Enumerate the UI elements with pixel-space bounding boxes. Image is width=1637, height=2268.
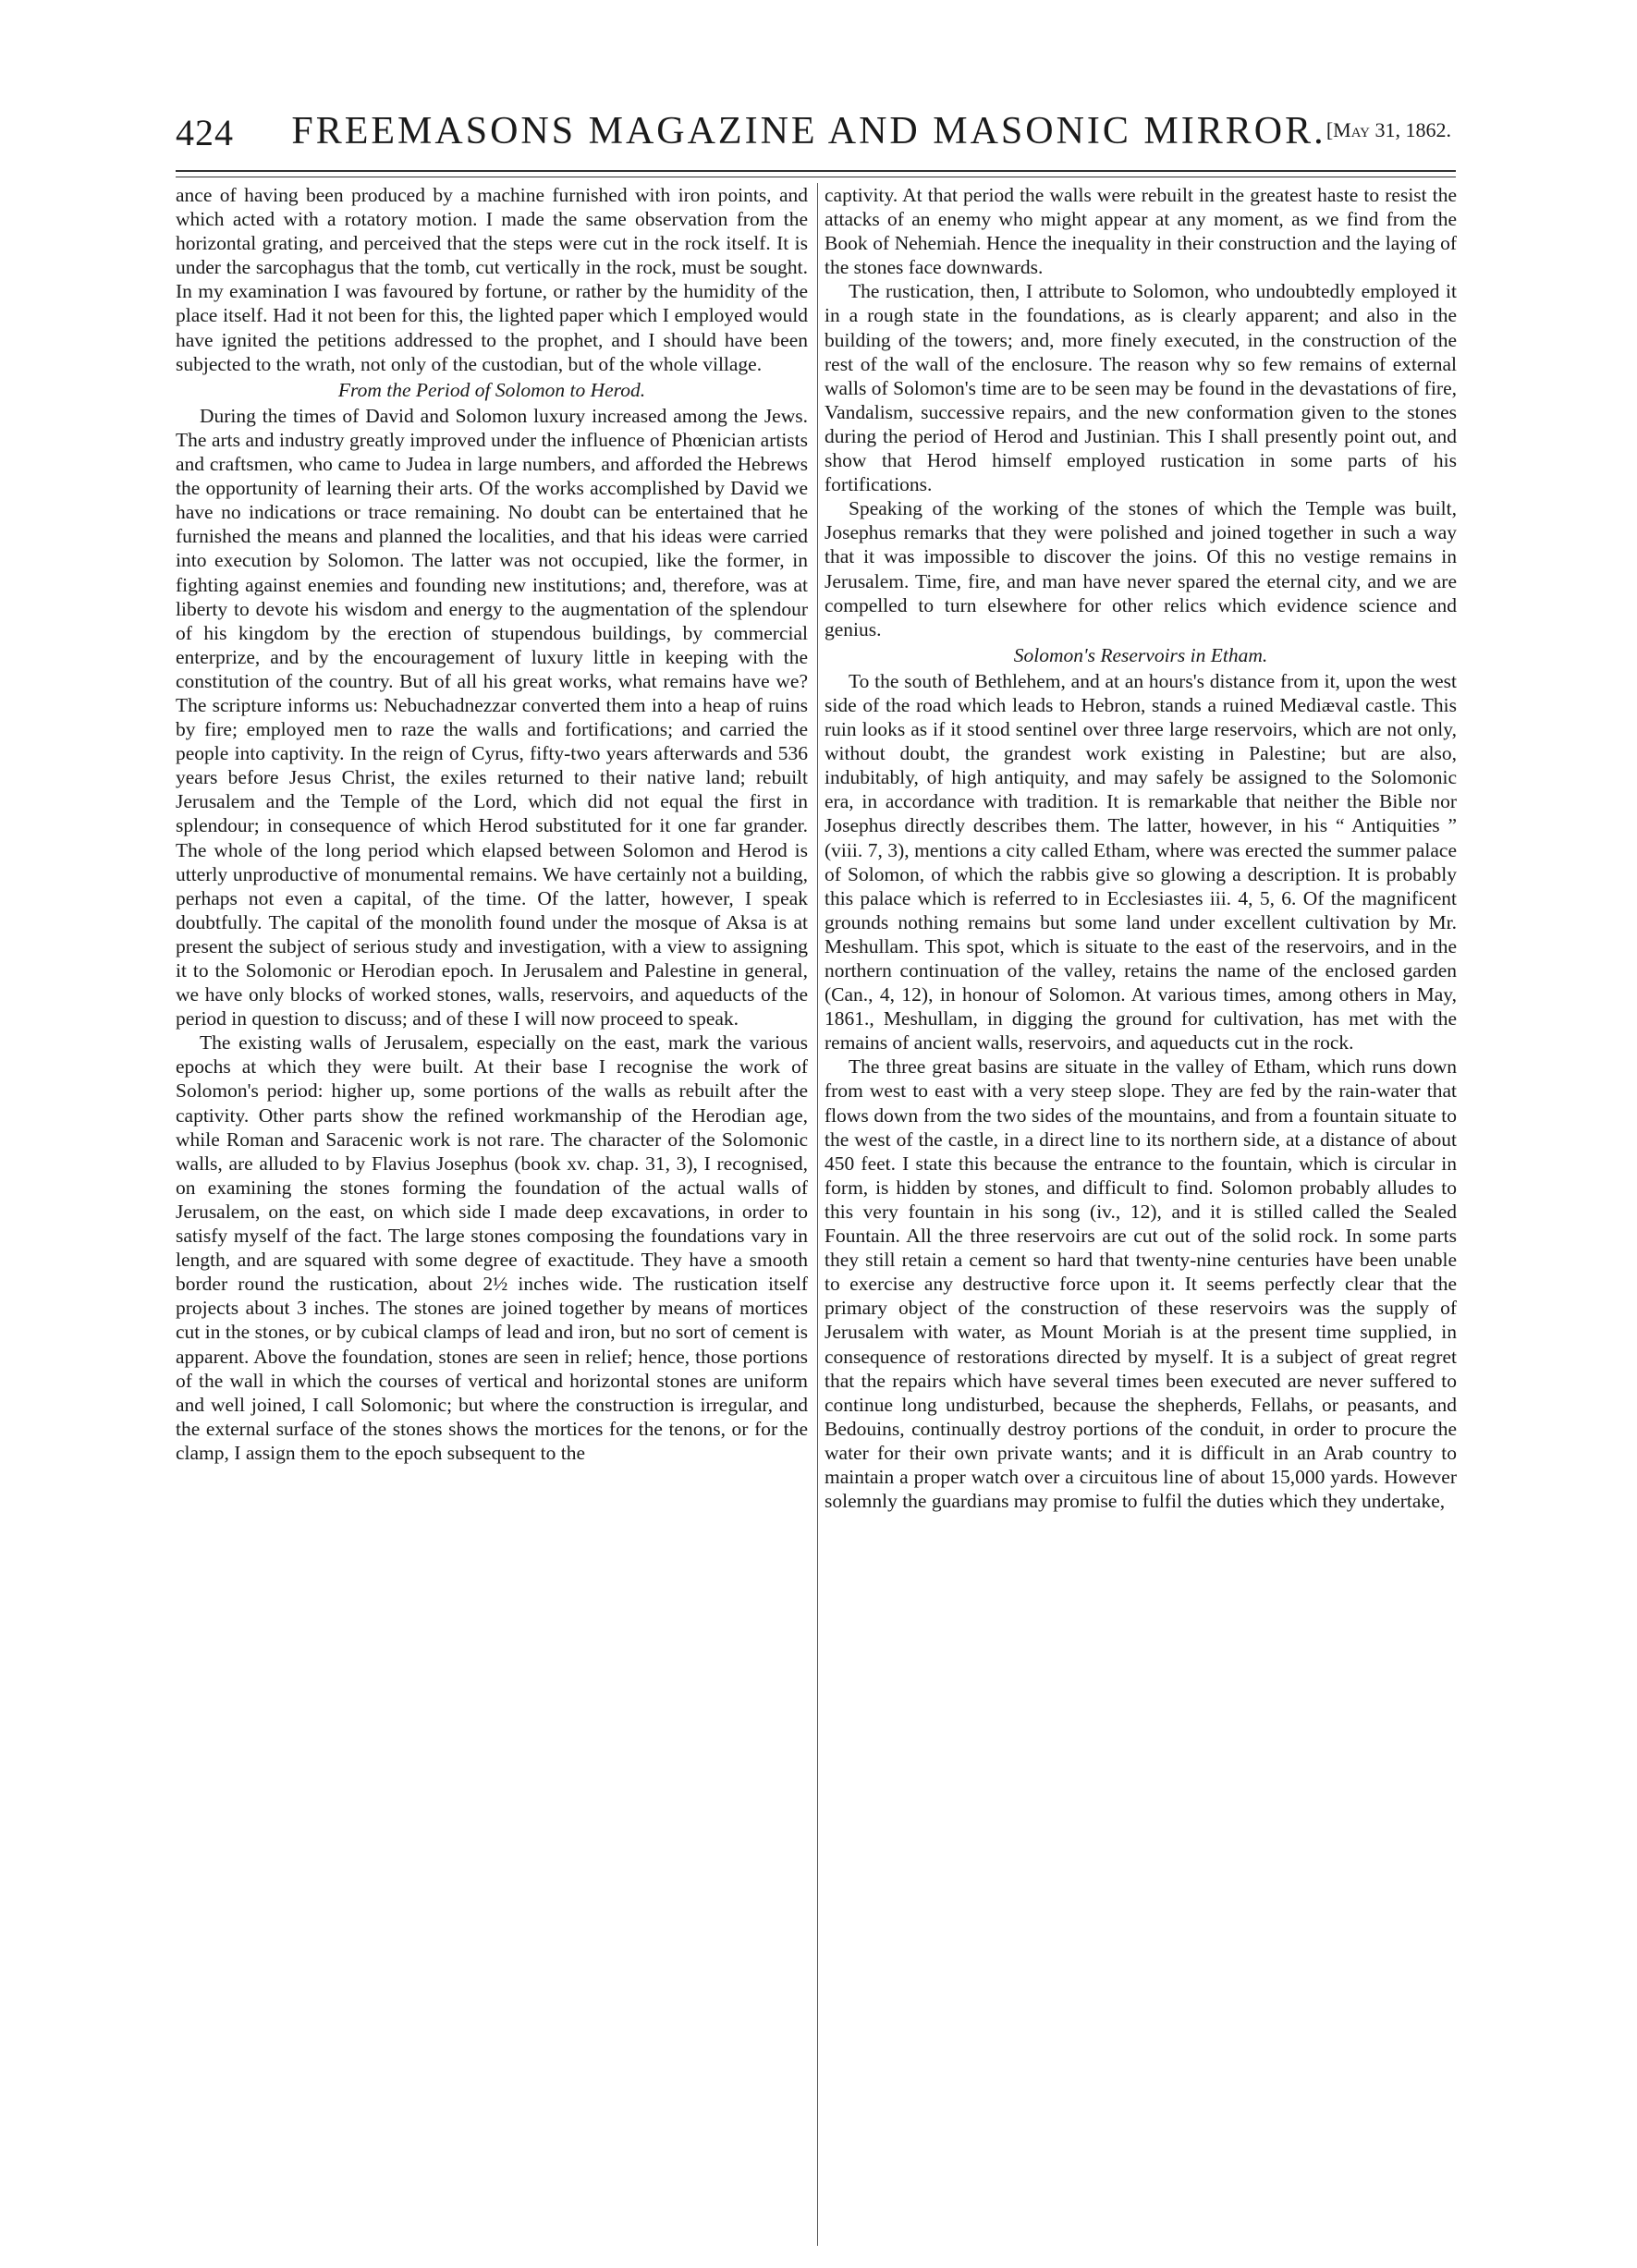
paragraph: During the times of David and Solomon luxury increased among the Jews. The arts and industry greatly improved under the influence of Phœnician artists and craftsmen, who came to Judea in large numbers, and afforded the Hebrews the opportunity of learning their arts. Of the works accomplished by David we have no indications or trace remaining. No doubt can be entertained that he furnished the means and planned the localities, and that his ideas were carried into execution by Solomon. The latter was not occupied, like the former, in fighting against enemies and founding new institutions; and, therefore, was at liberty to devote his wisdom and energy to the augmentation of the splendour of his kingdom by the erection of stupendous buildings, by commercial enterprize, and by the encouragement of luxury little in keeping with the constitution of the country. But of all his great works, what remains have we? The scripture informs us: Nebuchadnezzar converted them into a heap of ruins by fire; employed men to raze the walls and fortifications; and carried the people into captivity. In the reign of Cyrus, fifty-two years afterwards and 536 years before Jesus Christ, the exiles returned to their native land; rebuilt Jerusalem and the Temple of the Lord, which did not equal the first in splendour; in consequence of which Herod substituted for it one far grander. The whole of the long period which elapsed between Solomon and Herod is utterly unproductive of monumental remains. We have certainly not a building, perhaps not even a capital, of the time. Of the latter, however, I speak doubtfully. The capital of the monolith found under the mosque of Aksa is at present the subject of serious study and investigation, with a view to assigning it to the Solomonic or Herodian epoch. In Jerusalem and Palestine in general, we have only blocks of worked stones, walls, reservoirs, and aqueducts of the period in question to discuss; and of these I will now proceed to speak.	[176, 404, 808, 1030]
paragraph: To the south of Bethlehem, and at an hours's distance from it, upon the west side of the road which leads to Hebron, stands a ruined Mediæval castle. This ruin looks as if it stood sentinel over three large reservoirs, which are not only, without doubt, the grandest work existing in Palestine; but are also, indubitably, of high antiquity, and may safely be assigned to the Solomonic era, in accordance with tradition. It is remarkable that neither the Bible nor Josephus directly describes them. The latter, however, in his “ Antiquities ” (viii. 7, 3), mentions a city called Etham, where was erected the summer palace of Solomon, of which the rabbis give so glowing a description. It is probably this palace which is referred to in Ecclesiastes iii. 4, 5, 6. Of the magnificent grounds nothing remains but some land under excellent cultivation by Mr. Meshullam. This spot, which is situate to the east of the reservoirs, and in the northern continuation of the valley, retains the name of the enclosed garden (Can., 4, 12), in honour of Solomon. At various times, among others in May, 1861., Meshullam, in digging the ground for cultivation, has met with the remains of ancient walls, reservoirs, and aqueducts cut in the rock.	[825, 669, 1457, 1055]
paragraph: The existing walls of Jerusalem, especially on the east, mark the various epochs at which they were built. At their base I recognise the work of Solomon's period: higher up, some portions of the walls as rebuilt after the captivity. Other parts show the refined workmanship of the Herodian age, while Roman and Saracenic work is not rare. The character of the Solomonic walls, are alluded to by Flavius Josephus (book xv. chap. 31, 3), I recognised, on examining the stones forming the foundation of the actual walls of Jerusalem, on the east, on which side I made deep excavations, in order to satisfy myself of the fact. The large stones composing the foundations vary in length, and are squared with some degree of exactitude. They have a smooth border round the rustication, about 2½ inches wide. The rustication itself projects about 3 inches. The stones are joined together by means of mortices cut in the stones, or by cubical clamps of lead and iron, but no sort of cement is apparent. Above the foundation, stones are seen in relief; hence, those portions of the wall in which the courses of vertical and horizontal stones are uniform and well joined, I call Solomonic; but where the construction is irregular, and the external surface of the stones shows the mortices for the tenons, or for the clamp, I assign them to the epoch subsequent to the	[176, 1031, 808, 1464]
left-column	[176, 183, 808, 2246]
right-column	[825, 183, 1457, 2246]
header-rule	[176, 170, 1456, 172]
paragraph: captivity. At that period the walls were rebuilt in the greatest haste to resist the attacks of an enemy who might appear at any moment, as we find from the Book of Nehemiah. Hence the inequality in their construction and the laying of the stones face downwards.	[825, 184, 1457, 279]
masthead-title: FREEMASONS MAGAZINE AND MASONIC MIRROR.	[291, 110, 1326, 152]
section-heading: Solomon's Reservoirs in Etham.	[1013, 643, 1268, 666]
paragraph: ance of having been produced by a machine furnished with iron points, and which acted with a rotatory motion. I made the same observation from the horizontal grating, and perceived that the steps were cut in the rock itself. It is under the sarcophagus that the tomb, cut vertically in the rock, must be sought. In my examination I was favoured by fortune, or rather by the humidity of the place itself. Had it not been for this, the lighted paper which I employed would have ignited the petitions addressed to the prophet, and I should have been subjected to the wrath, not only of the custodian, but of the whole village.	[176, 184, 808, 375]
issue-date: [May 31, 1862.	[1325, 118, 1451, 141]
page-header	[176, 109, 1451, 155]
section-heading: From the Period of Solomon to Herod.	[337, 378, 646, 401]
page-number: 424	[176, 112, 234, 153]
paragraph: Speaking of the working of the stones of which the Temple was built, Josephus remarks that they were polished and joined together in such a way that it was impossible to discover the joins. Of this no vestige remains in Jerusalem. Time, fire, and man have never spared the eternal city, and we are compelled to turn elsewhere for other relics which evidence science and genius.	[825, 497, 1457, 640]
column-divider	[817, 183, 818, 2246]
paragraph: The three great basins are situate in the valley of Etham, which runs down from west to east with a very steep slope. They are fed by the rain-water that flows down from the two sides of the mountains, and from a fountain situate to the west of the castle, in a direct line to its northern side, at a distance of about 450 feet. I state this because the entrance to the fountain, which is circular in form, is hidden by stones, and difficult to find. Solomon probably alludes to this very fountain in his song (iv., 12), and it is stilled called the Sealed Fountain. All the three reservoirs are cut out of the solid rock. In some parts they still retain a cement so hard that twenty-nine centuries have been unable to exercise any destructive force upon it. It seems perfectly clear that the primary object of the construction of these reservoirs was the supply of Jerusalem with water, as Mount Moriah is at the present time supplied, in consequence of restorations directed by myself. It is a subject of great regret that the repairs which have several times been executed are never suffered to continue long undisturbed, because the shepherds, Fellahs, or peasants, and Bedouins, continually destroy portions of the conduit, in order to procure the water for their own private wants; and it is difficult in an Arab country to maintain a proper watch over a circuitous line of about 15,000 yards. However solemnly the guardians may promise to fulfil the duties which they undertake,	[825, 1055, 1457, 1513]
paragraph: The rustication, then, I attribute to Solomon, who undoubtedly employed it in a rough state in the foundations, as is clearly apparent; and also in the building of the towers; and, more finely executed, in the construction of the rest of the wall of the enclosure. The reason why so few remains of external walls of Solomon's time are to be seen may be found in the devastations of fire, Vandalism, successive repairs, and the new conformation given to the stones during the period of Herod and Justinian. This I shall presently point out, and show that Herod himself employed rustication in some parts of his fortifications.	[825, 280, 1457, 496]
